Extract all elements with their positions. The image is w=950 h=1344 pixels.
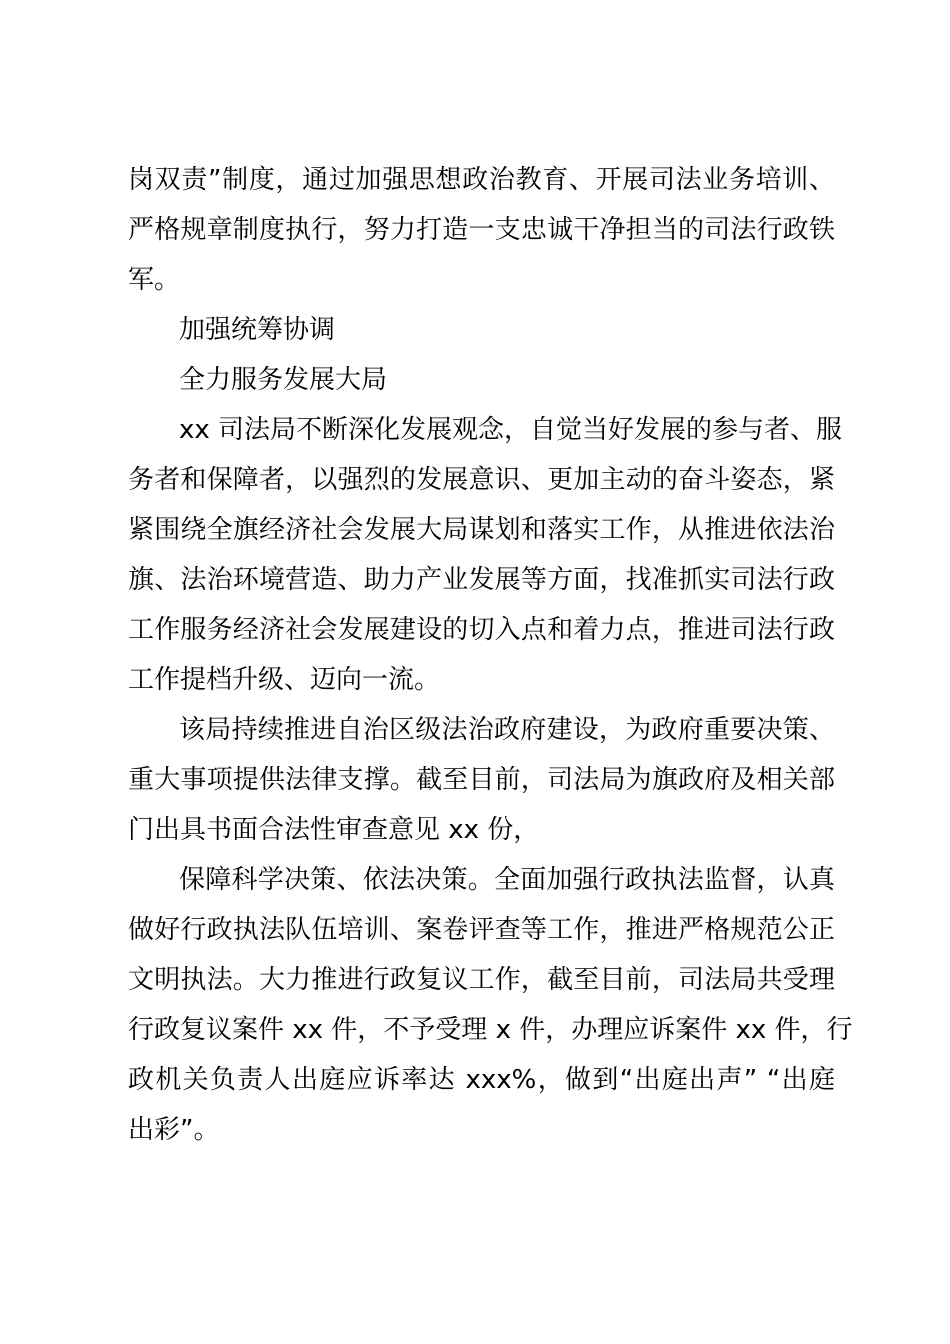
text-line: 做好行政执法队伍培训、案卷评查等工作，推进严格规范公正 (128, 915, 835, 945)
text-line: 工作提档升级、迈向一流。 (128, 665, 441, 695)
text-line: 文明执法。大力推进行政复议工作，截至目前，司法局共受理 (128, 965, 835, 995)
text-line: 重大事项提供法律支撑。截至目前，司法局为旗政府及相关部 (128, 765, 835, 795)
text-line: xx 司法局不断深化发展观念，自觉当好发展的参与者、服 (179, 415, 843, 445)
text-line: 保障科学决策、依法决策。全面加强行政执法监督，认真 (179, 865, 835, 895)
paragraph (128, 405, 843, 705)
text-line: 出彩”。 (128, 1115, 220, 1145)
text-line: 旗、法治环境营造、助力产业发展等方面，找准抓实司法行政 (128, 565, 835, 595)
text-line: 军。 (128, 265, 181, 295)
paragraph (128, 155, 835, 305)
text-line: 岗双责”制度，通过加强思想政治教育、开展司法业务培训、 (128, 165, 835, 195)
text-line: 行政复议案件 xx 件，不予受理 x 件，办理应诉案件 xx 件，行 (128, 1015, 853, 1045)
section-heading: 加强统筹协调 (179, 315, 336, 345)
text-line: 紧围绕全旗经济社会发展大局谋划和落实工作，从推进依法治 (128, 515, 835, 545)
section-subheading: 全力服务发展大局 (179, 365, 388, 395)
document-body (128, 155, 853, 1155)
text-line: 工作服务经济社会发展建设的切入点和着力点，推进司法行政 (128, 615, 835, 645)
text-line: 门出具书面合法性审查意见 xx 份， (128, 815, 540, 845)
text-line: 务者和保障者，以强烈的发展意识、更加主动的奋斗姿态，紧 (128, 465, 835, 495)
paragraph (128, 855, 853, 1155)
text-line: 该局持续推进自治区级法治政府建设，为政府重要决策、 (179, 715, 835, 745)
text-line: 政机关负责人出庭应诉率达 xxx%，做到“出庭出声” “出庭 (128, 1065, 835, 1095)
text-line: 严格规章制度执行，努力打造一支忠诚干净担当的司法行政铁 (128, 215, 835, 245)
paragraph (128, 705, 835, 855)
